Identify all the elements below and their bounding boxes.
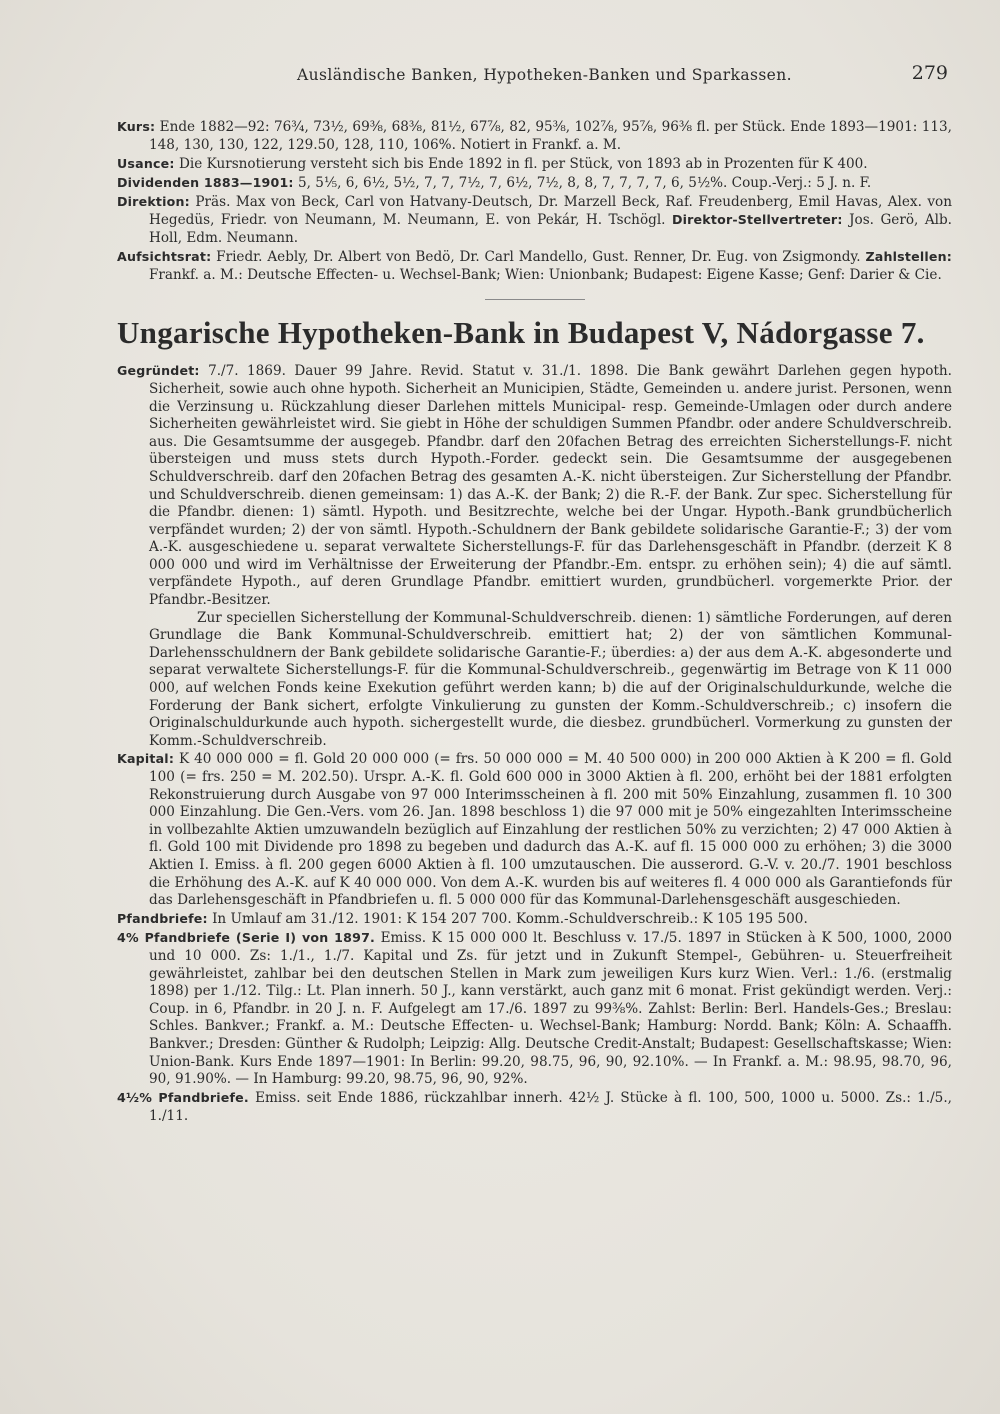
text-zahlstellen: Frankf. a. M.: Deutsche Effecten- u. Wechsel-Bank; Wien: Unionbank; Budapest: Eigene Kasse; Genf: Darier & Cie. <box>149 266 942 283</box>
text-aufsichtsrat: Friedr. Aebly, Dr. Albert von Bedö, Dr. Carl Mandello, Gust. Renner, Dr. Eug. von Zsigmondy. <box>216 249 861 266</box>
section-divider <box>485 299 585 300</box>
label-aufsichtsrat: Aufsichtsrat: <box>117 249 212 265</box>
label-dividenden: Dividenden 1883—1901: <box>117 174 294 190</box>
running-title: Ausländische Banken, Hypotheken-Banken und Sparkassen. <box>297 66 792 84</box>
entry-usance <box>117 155 952 174</box>
entry-pfandbriefe <box>117 910 952 929</box>
running-header <box>117 62 952 88</box>
previous-bank-entries <box>117 118 952 284</box>
text-dividenden: 5, 5⅕, 6, 6½, 5½, 7, 7, 7½, 7, 6½, 7½, 8, 8, 7, 7, 7, 7, 6, 5½%. Coup.-Verj.: 5 J. n. F. <box>298 174 872 191</box>
label-kapital: Kapital: <box>117 751 175 767</box>
label-direktion: Direktion: <box>117 193 190 209</box>
paragraph-sicherstellung <box>117 610 952 751</box>
text-kapital: K 40 000 000 = fl. Gold 20 000 000 (= frs. 50 000 000 = M. 40 500 000) in 200 000 Aktien à K 200 = fl. Gold 100 (= frs. 250 = M. 202.50). Urspr. A.-K. fl. Gold 600 000 in 3000 Aktien à fl. 200, erhöht bei der 1881 erfolgten Rekonstruierung durch Ausgabe von 97 000 Interimsscheinen à fl. 200 mit 50% Einzahlung, zusammen fl. 10 300 000 Einzahlung. Die Gen.-Vers. vom 26. Jan. 1898 beschloss 1) die 97 000 mit je 50% eingezahlten Interimsscheine in vollbezahlte Aktien umzuwandeln bezüglich auf Einzahlung der restlichen 50% zu verzichten; 2) 47 000 Aktien à fl. Gold 100 mit Dividende pro 1898 zu begeben und dadurch das A.-K. auf fl. 15 000 000 zu erhöhen; 3) die 3000 Aktien I. Emiss. à fl. 200 gegen 6000 Aktien à fl. 100 umzutauschen. Die ausserord. G.-V. v. 20./7. 1901 beschloss die Erhöhung des A.-K. auf K 40 000 000. Von dem A.-K. wurden bis auf weiteres fl. 4 000 000 als Garantiefonds für das Darlehensgeschäft in Pfandbriefen u. fl. 5 000 000 für das Kommunal-Darlehensgeschäft ausgeschieden. <box>149 751 952 909</box>
entry-aufsichtsrat <box>117 248 952 284</box>
bank-title: Ungarische Hypotheken-Bank in Budapest V, Nádorgasse 7. <box>117 315 925 351</box>
entry-kurs <box>117 118 952 154</box>
page-number: 279 <box>911 62 948 84</box>
text-sicherstellung: Zur speciellen Sicherstellung der Kommunal-Schuldverschreib. dienen: 1) sämtliche Forderungen, auf deren Grundlage die Bank Kommunal-Schuldverschreib. emittiert hat; 2) der von sämtlichen Kommunal-Darlehensschuldnern der Bank gebildete solidarische Garantie-F.; überdies: a) der aus dem A.-K. abgesonderte und separat verwaltete Sicherstellungs-F. für die Kommunal-Schuldverschreib., gegenwärtig im Betrage von K 11 000 000, auf welchen Fonds keine Exekution geführt werden kann; b) die auf der Originalschuldurkunde, welche die Forderung der Bank sichert, erfolgte Vinkulierung zu gunsten der Komm.-Schuldverschreib.; c) insofern die Originalschuldurkunde auch hypoth. sichergestellt wurde, die diesbez. grundbücherl. Vormerkung zu gunsten der Komm.-Schuldverschreib. <box>149 609 952 749</box>
bank-entries <box>117 362 952 1125</box>
text-kurs: Ende 1882—92: 76¾, 73½, 69⅜, 68⅜, 81½, 67⅞, 82, 95⅜, 102⅞, 95⅞, 96⅜ fl. per Stück. Ende 1893—1901: 113, 148, 130, 130, 122, 129.50, 128, 110, 106%. Notiert in Frankf. a. M. <box>149 119 952 153</box>
label-serie-1: 4% Pfandbriefe (Serie I) von 1897. <box>117 930 376 946</box>
text-usance: Die Kursnotierung versteht sich bis Ende 1892 in fl. per Stück, von 1893 ab in Prozenten für K 400. <box>178 155 868 172</box>
entry-dividenden <box>117 174 952 193</box>
entry-direktion <box>117 193 952 248</box>
label-kurs: Kurs: <box>117 119 156 134</box>
label-usance: Usance: <box>117 155 175 171</box>
text-gegruendet: 7./7. 1869. Dauer 99 Jahre. Revid. Statut v. 31./1. 1898. Die Bank gewährt Darlehen gegen hypoth. Sicherheit, sowie auch ohne hypoth. Sicherheit an Municipien, Städte, Gemeinden u. andere jurist. Personen, wenn die Verzinsung u. Rückzahlung dieser Darlehen mittels Municipal- resp. Gemeinde-Umlagen oder durch andere Sicherheiten gewährleistet wird. Sie giebt in Höhe der schuldigen Summen Pfandbr. oder andere Schuldverschreib. aus. Die Gesamtsumme der ausgegeb. Pfandbr. darf den 20fachen Betrag des erreichten Sicherstellungs-F. nicht übersteigen und muss stets durch Hypoth.-Forder. gedeckt sein. Die Gesamtsumme der ausgegebenen Schuldverschreib. darf den 20fachen Betrag des gesamten A.-K. nicht übersteigen. Zur Sicherstellung der Pfandbr. und Schuldverschreib. dienen gemeinsam: 1) das A.-K. der Bank; 2) die R.-F. der Bank. Zur spec. Sicherstellung für die Pfandbr. dienen: 1) sämtl. Hypoth. und Besitzrechte, welche bei der Ungar. Hypoth.-Bank grundbücherlich verpfändet wurden; 2) der von sämtl. Hypoth.-Schuldnern der Bank gebildete solidarische Garantie-F.; 3) der vom A.-K. ausgeschiedene u. separat verwaltete Sicherstellungs-F. für das Darlehensgeschäft in Pfandbr. (derzeit K 8 000 000 und wird im Verhältnisse der Erweiterung der Pfandbr.-Em. entspr. zu erhöhen sein); 4) die auf sämtl. verpfändete Hypoth., auf deren Grundlage Pfandbr. emittiert wurden, grundbücherl. vorgemerkte Prior. der Pfandbr.-Besitzer. <box>149 363 952 609</box>
text-direktion: Präs. Max von Beck, Carl von Hatvany-Deutsch, Dr. Marzell Beck, Raf. Freudenberg, Emil Havas, Alex. von Hegedüs, Friedr. von Neumann, M. Neumann, E. von Pekár, H. Tschögl. <box>149 193 952 229</box>
text-pfandbriefe-45: Emiss. seit Ende 1886, rückzahlbar innerh. 42½ J. Stücke à fl. 100, 500, 1000 u. 5000. Zs.: 1./5., 1./11. <box>149 1090 952 1124</box>
label-gegruendet: Gegründet: <box>117 363 200 379</box>
entry-serie-1 <box>117 929 952 1088</box>
entry-kapital <box>117 750 952 909</box>
text-pfandbriefe: In Umlauf am 31./12. 1901: K 154 207 700. Komm.-Schuldverschreib.: K 105 195 500. <box>212 911 808 928</box>
label-direktor-stellvertreter: Direktor-Stellvertreter: <box>671 212 843 228</box>
text-direktor-stellvertreter: Jos. Gerö, Alb. Holl, Edm. Neumann. <box>149 212 953 247</box>
entry-gegruendet <box>117 362 952 609</box>
label-zahlstellen: Zahlstellen: <box>865 249 952 265</box>
label-pfandbriefe: Pfandbriefe: <box>117 911 208 927</box>
entry-pfandbriefe-45 <box>117 1089 952 1125</box>
label-pfandbriefe-45: 4½% Pfandbriefe. <box>117 1090 249 1106</box>
text-serie-1: Emiss. K 15 000 000 lt. Beschluss v. 17./5. 1897 in Stücken à K 500, 1000, 2000 und 10 000. Zs: 1./1., 1./7. Kapital und Zs. für jetzt und in Zukunft Stempel-, Gebühren- u. Steuerfreiheit gewährleistet, zahlbar bei den deutschen Stellen in Mark zum jeweiligen Kurs kurz Wien. Verl.: 1./6. (erstmalig 1898) per 1./12. Tilg.: Lt. Plan innerh. 50 J., kann verstärkt, auch ganz mit 6 monat. Frist gekündigt werden. Verj.: Coup. in 6, Pfandbr. in 20 J. n. F. Aufgelegt am 17./6. 1897 zu 99⅜%. Zahlst: Berlin: Berl. Handels-Ges.; Breslau: Schles. Bankver.; Frankf. a. M.: Deutsche Effecten- u. Wechsel-Bank; Hamburg: Nordd. Bank; Köln: A. Schaaffh. Bankver.; Dresden: Günther & Rudolph; Leipzig: Allg. Deutsche Credit-Anstalt; Budapest: Gesellschaftskasse; Wien: Union-Bank. Kurs Ende 1897—1901: In Berlin: 99.20, 98.75, 96, 90, 92.10%. — In Frankf. a. M.: 98.95, 98.70, 96, 90, 91.90%. — In Hamburg: 99.20, 98.75, 96, 90, 92%. <box>149 930 952 1088</box>
